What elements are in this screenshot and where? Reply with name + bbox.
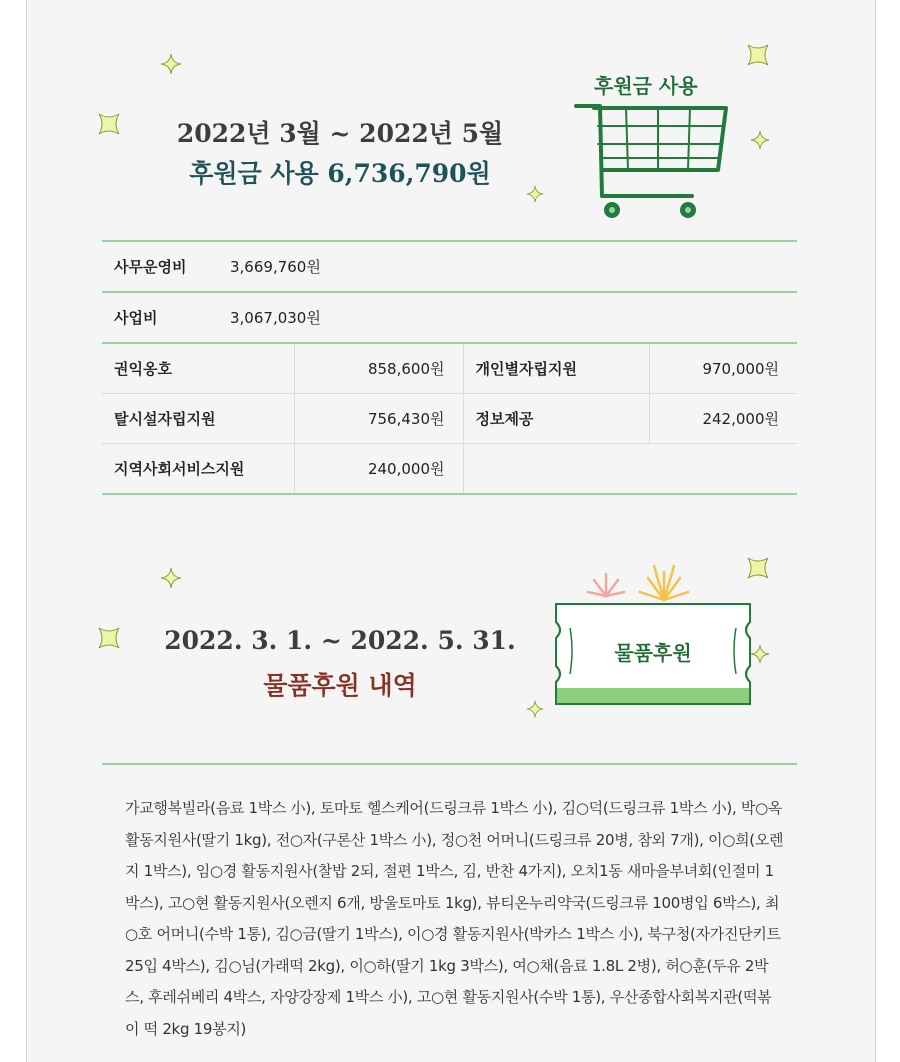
budget-row-office bbox=[102, 241, 797, 292]
budget-label: 사무운영비 bbox=[114, 258, 187, 276]
sparkle-icon bbox=[746, 43, 770, 67]
detail-value: 242,000원 bbox=[649, 394, 797, 444]
sparkle-icon bbox=[746, 556, 770, 580]
divider bbox=[102, 763, 797, 765]
sparkle-icon bbox=[97, 112, 121, 136]
budget-label: 사업비 bbox=[114, 309, 158, 327]
usage-period: 2022년 3월 ~ 2022년 5월 bbox=[176, 119, 504, 148]
detail-value bbox=[649, 444, 797, 495]
detail-value: 858,600원 bbox=[294, 343, 463, 394]
detail-label: 정보제공 bbox=[463, 394, 649, 444]
detail-value: 970,000원 bbox=[649, 343, 797, 394]
burst-icon bbox=[566, 544, 706, 606]
budget-value: 3,067,030원 bbox=[230, 309, 321, 327]
budget-table bbox=[102, 240, 797, 495]
donation-headline: 물품후원 내역 bbox=[263, 671, 417, 700]
sparkle-icon bbox=[526, 700, 544, 718]
sparkle-icon bbox=[160, 53, 182, 75]
table-row bbox=[102, 394, 797, 444]
budget-value: 3,669,760원 bbox=[230, 258, 321, 276]
sparkle-icon bbox=[160, 567, 182, 589]
sparkle-icon bbox=[750, 130, 770, 150]
ticket-label: 물품후원 bbox=[614, 641, 692, 665]
budget-row-project bbox=[102, 292, 797, 343]
donation-period: 2022. 3. 1. ~ 2022. 5. 31. bbox=[164, 626, 516, 655]
detail-value: 756,430원 bbox=[294, 394, 463, 444]
detail-label: 개인별자립지원 bbox=[463, 343, 649, 394]
usage-headline: 후원금 사용 6,736,790원 bbox=[189, 159, 491, 188]
detail-label: 권익옹호 bbox=[102, 343, 294, 394]
table-row bbox=[102, 343, 797, 394]
detail-value: 240,000원 bbox=[294, 444, 463, 495]
detail-label bbox=[463, 444, 649, 495]
table-row bbox=[102, 444, 797, 495]
cart-icon bbox=[570, 96, 740, 226]
donations-list: 가교행복빌라(음료 1박스 小), 토마토 헬스케어(드링크류 1박스 小), 김○덕(드링크류 1박스 小), 박○옥 활동지원사(딸기 1kg), 전○자(구론산 1박스 小), 정○천 어머니(드링크류 20병, 참외 7개), 이○희(오렌지 1박스), 임○경 활동지원사(찰밥 2되, 절편 1박스, 김, 반찬 4가지), 오치1동 새마을부녀회(인절미 1박스), 고○현 활동지원사(오렌지 6개, 방울토마토 1kg), 뷰티온누리약국(드링크류 100병입 6박스), 최○호 어머니(수박 1통), 김○금(딸기 1박스), 이○경 활동지원사(박카스 1박스 小), 북구청(자가진단키트 25입 4박스), 김○님(가래떡 2kg), 이○하(딸기 1kg 3박스), 여○채(음료 1.8L 2병), 허○훈(두유 2박스, 후레쉬베리 4박스, 자양강장제 1박스 小), 고○현 활동지원사(수박 1통), 우산종합사회복지관(떡볶이 떡 2kg 19봉지) bbox=[125, 799, 784, 1038]
detail-label: 탈시설자립지원 bbox=[102, 394, 294, 444]
detail-label: 지역사회서비스지원 bbox=[102, 444, 294, 495]
cart-label: 후원금 사용 bbox=[594, 74, 698, 98]
sparkle-icon bbox=[97, 626, 121, 650]
